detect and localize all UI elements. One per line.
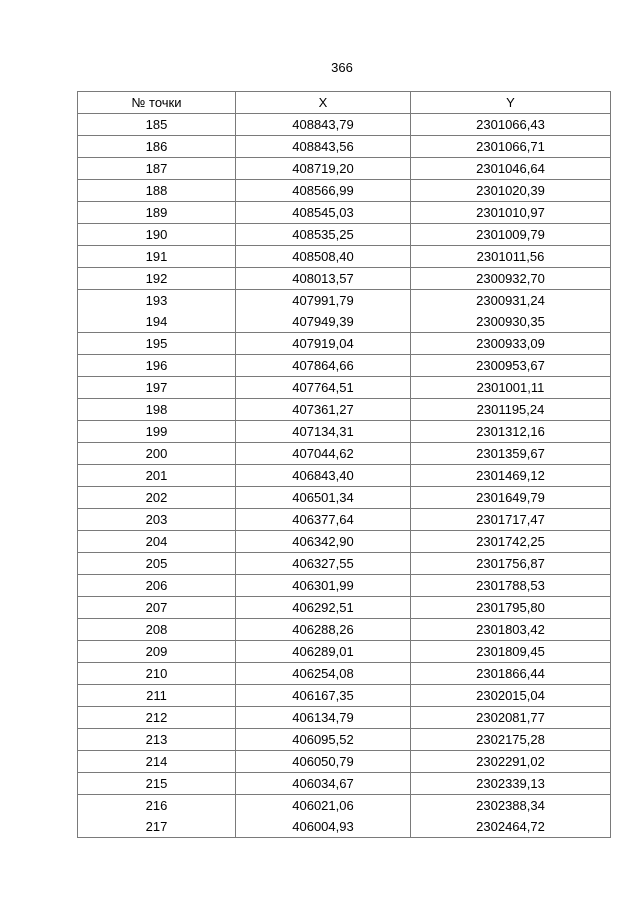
cell-x: 407044,62 <box>236 443 411 465</box>
cell-x: 406254,08 <box>236 663 411 685</box>
cell-y: 2301046,64 <box>411 158 611 180</box>
cell-point-number: 202 <box>78 487 236 509</box>
table-row <box>78 311 611 333</box>
table-row <box>78 443 611 465</box>
cell-point-number: 195 <box>78 333 236 355</box>
cell-x: 408843,56 <box>236 136 411 158</box>
cell-x: 406004,93 <box>236 816 411 838</box>
cell-point-number: 199 <box>78 421 236 443</box>
cell-point-number: 213 <box>78 729 236 751</box>
column-header-y: Y <box>411 92 611 114</box>
cell-y: 2301795,80 <box>411 597 611 619</box>
cell-y: 2300932,70 <box>411 268 611 290</box>
column-header-x: X <box>236 92 411 114</box>
table-row <box>78 816 611 838</box>
table-body <box>78 114 611 838</box>
table-row <box>78 663 611 685</box>
cell-y: 2301866,44 <box>411 663 611 685</box>
cell-y: 2301809,45 <box>411 641 611 663</box>
table-row <box>78 597 611 619</box>
table-row <box>78 553 611 575</box>
cell-y: 2301788,53 <box>411 575 611 597</box>
table-row <box>78 268 611 290</box>
cell-x: 406289,01 <box>236 641 411 663</box>
table-row <box>78 421 611 443</box>
cell-point-number: 198 <box>78 399 236 421</box>
cell-x: 408545,03 <box>236 202 411 224</box>
table-row <box>78 180 611 202</box>
cell-y: 2300931,24 <box>411 290 611 312</box>
page-number: 366 <box>331 60 353 75</box>
cell-point-number: 206 <box>78 575 236 597</box>
cell-point-number: 192 <box>78 268 236 290</box>
cell-point-number: 211 <box>78 685 236 707</box>
cell-x: 406327,55 <box>236 553 411 575</box>
cell-y: 2301066,71 <box>411 136 611 158</box>
table-row <box>78 487 611 509</box>
cell-x: 407134,31 <box>236 421 411 443</box>
table-row <box>78 509 611 531</box>
cell-point-number: 200 <box>78 443 236 465</box>
cell-y: 2301742,25 <box>411 531 611 553</box>
cell-y: 2301011,56 <box>411 246 611 268</box>
cell-point-number: 215 <box>78 773 236 795</box>
table-row <box>78 399 611 421</box>
cell-point-number: 193 <box>78 290 236 312</box>
cell-x: 406301,99 <box>236 575 411 597</box>
cell-y: 2301469,12 <box>411 465 611 487</box>
cell-point-number: 185 <box>78 114 236 136</box>
cell-x: 406342,90 <box>236 531 411 553</box>
table-row <box>78 202 611 224</box>
cell-point-number: 189 <box>78 202 236 224</box>
table-row <box>78 465 611 487</box>
cell-point-number: 188 <box>78 180 236 202</box>
cell-x: 406843,40 <box>236 465 411 487</box>
table-row <box>78 795 611 817</box>
cell-y: 2301717,47 <box>411 509 611 531</box>
table-row <box>78 575 611 597</box>
cell-point-number: 205 <box>78 553 236 575</box>
cell-y: 2301359,67 <box>411 443 611 465</box>
cell-y: 2302175,28 <box>411 729 611 751</box>
column-header-point-number: № точки <box>78 92 236 114</box>
cell-x: 408013,57 <box>236 268 411 290</box>
cell-x: 406501,34 <box>236 487 411 509</box>
cell-y: 2301010,97 <box>411 202 611 224</box>
cell-point-number: 216 <box>78 795 236 817</box>
cell-x: 407991,79 <box>236 290 411 312</box>
cell-y: 2300930,35 <box>411 311 611 333</box>
cell-y: 2301066,43 <box>411 114 611 136</box>
table-row <box>78 158 611 180</box>
cell-y: 2302081,77 <box>411 707 611 729</box>
cell-x: 406292,51 <box>236 597 411 619</box>
table-row <box>78 641 611 663</box>
cell-point-number: 196 <box>78 355 236 377</box>
cell-x: 407949,39 <box>236 311 411 333</box>
cell-x: 408719,20 <box>236 158 411 180</box>
cell-x: 406288,26 <box>236 619 411 641</box>
cell-y: 2301020,39 <box>411 180 611 202</box>
cell-x: 406134,79 <box>236 707 411 729</box>
cell-point-number: 187 <box>78 158 236 180</box>
cell-point-number: 197 <box>78 377 236 399</box>
table-row <box>78 333 611 355</box>
cell-y: 2302464,72 <box>411 816 611 838</box>
cell-x: 406095,52 <box>236 729 411 751</box>
table-row <box>78 773 611 795</box>
cell-y: 2302388,34 <box>411 795 611 817</box>
cell-point-number: 208 <box>78 619 236 641</box>
cell-y: 2302291,02 <box>411 751 611 773</box>
coordinates-table <box>77 91 611 838</box>
cell-point-number: 201 <box>78 465 236 487</box>
cell-y: 2301001,11 <box>411 377 611 399</box>
cell-y: 2301312,16 <box>411 421 611 443</box>
cell-y: 2302015,04 <box>411 685 611 707</box>
table-row <box>78 685 611 707</box>
cell-point-number: 190 <box>78 224 236 246</box>
cell-x: 407764,51 <box>236 377 411 399</box>
cell-point-number: 207 <box>78 597 236 619</box>
table-row <box>78 246 611 268</box>
cell-point-number: 204 <box>78 531 236 553</box>
cell-point-number: 186 <box>78 136 236 158</box>
cell-x: 407919,04 <box>236 333 411 355</box>
cell-point-number: 212 <box>78 707 236 729</box>
cell-x: 406167,35 <box>236 685 411 707</box>
cell-x: 406034,67 <box>236 773 411 795</box>
cell-x: 406050,79 <box>236 751 411 773</box>
table-row <box>78 355 611 377</box>
cell-y: 2300933,09 <box>411 333 611 355</box>
cell-x: 407864,66 <box>236 355 411 377</box>
cell-y: 2301756,87 <box>411 553 611 575</box>
cell-y: 2300953,67 <box>411 355 611 377</box>
table-row <box>78 136 611 158</box>
cell-point-number: 191 <box>78 246 236 268</box>
cell-point-number: 210 <box>78 663 236 685</box>
cell-y: 2301649,79 <box>411 487 611 509</box>
table-row <box>78 707 611 729</box>
table-row <box>78 290 611 312</box>
cell-point-number: 217 <box>78 816 236 838</box>
cell-x: 408566,99 <box>236 180 411 202</box>
cell-y: 2301009,79 <box>411 224 611 246</box>
cell-x: 407361,27 <box>236 399 411 421</box>
table-row <box>78 619 611 641</box>
cell-x: 406377,64 <box>236 509 411 531</box>
cell-x: 408843,79 <box>236 114 411 136</box>
cell-y: 2301195,24 <box>411 399 611 421</box>
cell-x: 408535,25 <box>236 224 411 246</box>
table-row <box>78 377 611 399</box>
cell-x: 408508,40 <box>236 246 411 268</box>
table-row <box>78 114 611 136</box>
cell-y: 2302339,13 <box>411 773 611 795</box>
cell-point-number: 214 <box>78 751 236 773</box>
table-header-row <box>78 92 611 114</box>
cell-point-number: 203 <box>78 509 236 531</box>
table-row <box>78 224 611 246</box>
cell-x: 406021,06 <box>236 795 411 817</box>
table-row <box>78 751 611 773</box>
table-row <box>78 729 611 751</box>
cell-point-number: 194 <box>78 311 236 333</box>
table-row <box>78 531 611 553</box>
cell-y: 2301803,42 <box>411 619 611 641</box>
cell-point-number: 209 <box>78 641 236 663</box>
